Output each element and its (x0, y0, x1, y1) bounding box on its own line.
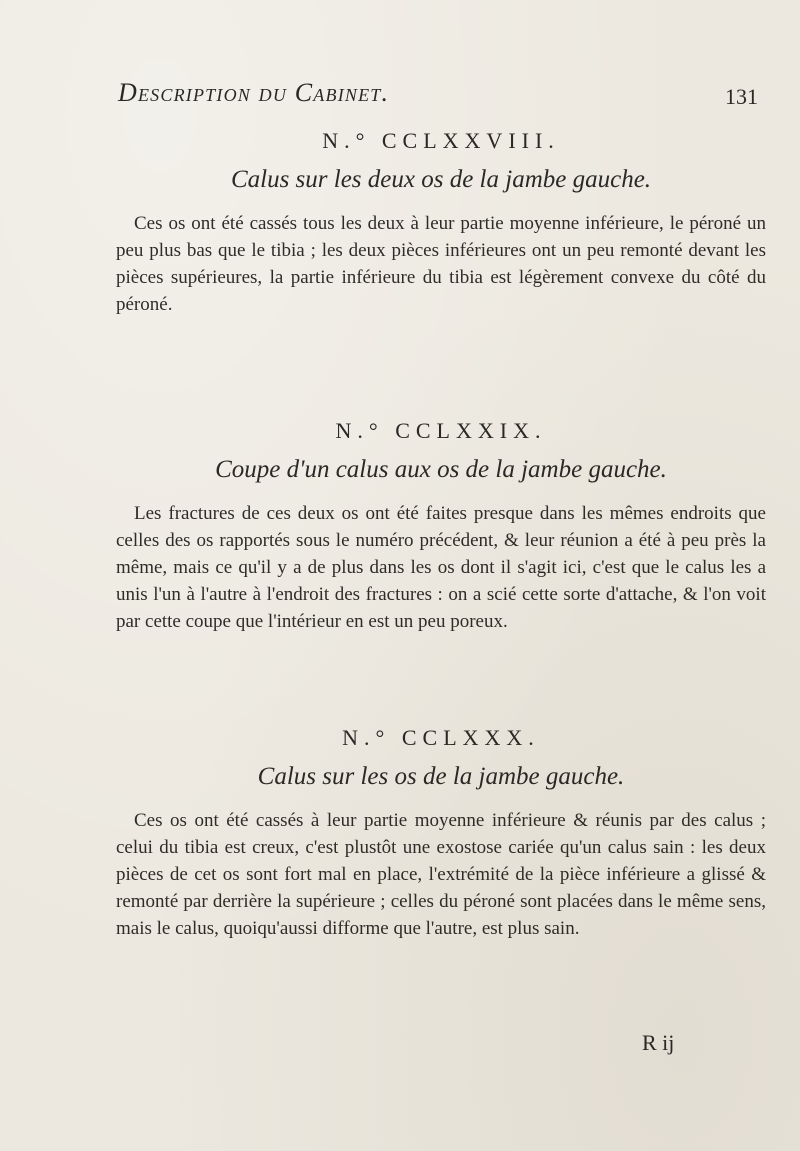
catalogue-entry (116, 128, 766, 318)
catalogue-entry (116, 418, 766, 635)
entry-description: Ces os ont été cassés tous les deux à leur partie moyenne inférieure, le péroné un peu plus bas que le tibia ; les deux pièces inférieures ont un peu remonté devant les pièces supérieures, la partie inférieure du tibia est légèrement convexe du côté du péroné. (116, 213, 766, 315)
entry-number: N.° CCLXXVIII. (322, 128, 560, 153)
running-title: Description du Cabinet. (118, 78, 390, 107)
entry-number: N.° CCLXXIX. (335, 418, 547, 443)
entry-title: Coupe d'un calus aux os de la jambe gauche. (215, 456, 667, 483)
catalogue-entry (116, 725, 766, 942)
running-head (118, 78, 758, 114)
entry-title: Calus sur les deux os de la jambe gauche. (230, 166, 652, 193)
entry-description: Ces os ont été cassés à leur partie moyenne inférieure & réunis par des calus ; celui du tibia est creux, c'est plustôt une exostose cariée qu'un calus sain : les deux pièces de cet os sont fort mal en place, l'extrémité de la pièce inférieure a glissé & remonté par derrière la supérieure ; celles du péroné sont placées dans le même sens, mais le calus, quoiqu'aussi difforme que l'autre, est plus sain. (116, 810, 766, 939)
entry-title: Calus sur les os de la jambe gauche. (257, 763, 625, 790)
entry-description: Les fractures de ces deux os ont été faites presque dans les mêmes endroits que celles des os rapportés sous le numéro précédent, & leur réunion a été à peu près la même, mais ce qu'il y a de plus dans les os dont il s'agit ici, c'est que le calus les a unis l'un à l'autre à l'endroit des fractures : on a scié cette sorte d'attache, & l'on voit par cette coupe que l'intérieur en est un peu poreux. (116, 503, 766, 632)
signature-mark: R ij (642, 1030, 675, 1055)
entry-number: N.° CCLXXX. (342, 725, 540, 750)
page-number: 131 (725, 84, 758, 109)
